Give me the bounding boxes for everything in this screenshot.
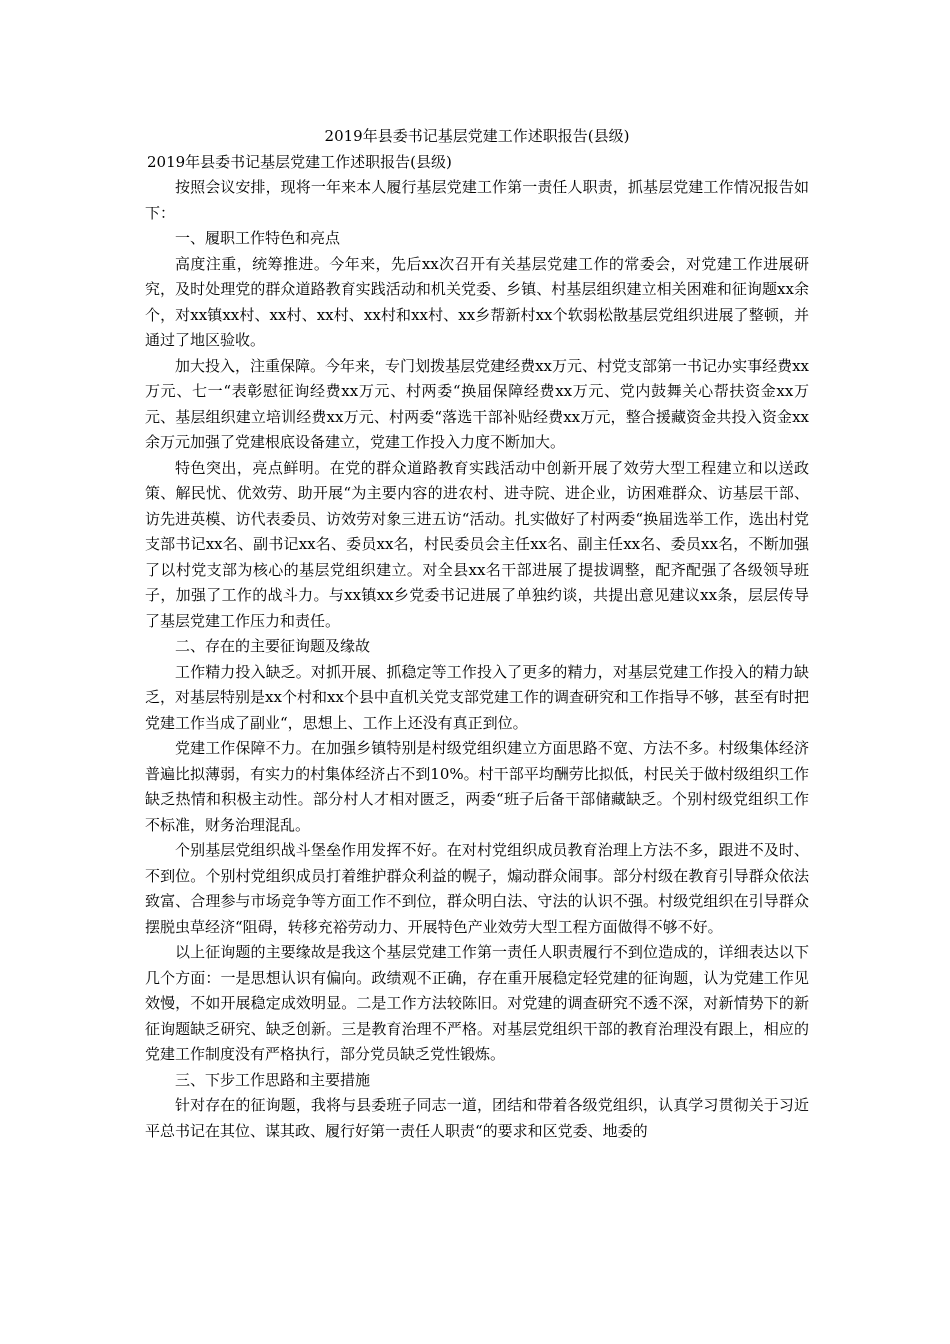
paragraph-intro: 按照会议安排，现将一年来本人履行基层党建工作第一责任人职责，抓基层党建工作情况报告如下： <box>145 178 809 222</box>
document-subtitle: 2019年县委书记基层党建工作述职报告(县级) <box>147 152 452 171</box>
section-heading-2: 二、存在的主要征询题及缘故 <box>175 637 371 655</box>
paragraph: 特色突出，亮点鲜明。在党的群众道路教育实践活动中创新开展了效劳大型工程建立和以送政策、解民忧、优效劳、助开展“为主要内容的进农村、进寺院、进企业，访困难群众、访基层干部、访先进英模、访代表委员、访效劳对象三进五访“活动。扎实做好了村两委“换届选举工作，选出村党支部书记xx名、副书记xx名、委员xx名，村民委员会主任xx名、副主任xx名、委员xx名，不断加强了以村党支部为核心的基层党组织建立。对全县xx名干部进展了提拔调整，配齐配强了各级领导班子，加强了工作的战斗力。与xx镇xx乡党委书记进展了单独约谈，共提出意见建议xx条，层层传导了基层党建工作压力和责任。 <box>145 458 809 630</box>
document-page <box>145 124 809 1144</box>
paragraph: 高度注重，统筹推进。今年来，先后xx次召开有关基层党建工作的常委会，对党建工作进展研究，及时处理党的群众道路教育实践活动和机关党委、乡镇、村基层组织建立相关困难和征询题xx余个，对xx镇xx村、xx村、xx村、xx村和xx村、xx乡帮新村xx个软弱松散基层党组织进展了整顿，并通过了地区验收。 <box>145 254 809 349</box>
paragraph: 加大投入，注重保障。今年来，专门划拨基层党建经费xx万元、村党支部第一书记办实事经费xx万元、七一“表彰慰征询经费xx万元、村两委“换届保障经费xx万元、党内鼓舞关心帮扶资金xx万元、基层组织建立培训经费xx万元、村两委“落选干部补贴经费xx万元，整合援藏资金共投入资金xx余万元加强了党建根底设备建立，党建工作投入力度不断加大。 <box>145 356 809 451</box>
section-heading-3: 三、下步工作思路和主要措施 <box>175 1070 371 1089</box>
paragraph: 党建工作保障不力。在加强乡镇特别是村级党组织建立方面思路不宽、方法不多。村级集体经济普遍比拟薄弱，有实力的村集体经济占不到10%。村干部平均酬劳比拟低，村民关于做村级组织工作缺乏热情和积极主动性。部分村人才相对匮乏，两委“班子后备干部储藏缺乏。个别村级党组织工作不标准，财务治理混乱。 <box>145 739 809 834</box>
paragraph: 以上征询题的主要缘故是我这个基层党建工作第一责任人职责履行不到位造成的，详细表达以下几个方面：一是思想认识有偏向。政绩观不正确，存在重开展稳定轻党建的征询题，认为党建工作见效慢，不如开展稳定成效明显。二是工作方法较陈旧。对党建的调查研究不透不深，对新情势下的新征询题缺乏研究、缺乏创新。三是教育治理不严格。对基层党组织干部的教育治理没有跟上，相应的党建工作制度没有严格执行，部分党员缺乏党性锻炼。 <box>145 943 809 1063</box>
section-heading-1: 一、履职工作特色和亮点 <box>175 229 341 247</box>
paragraph: 针对存在的征询题，我将与县委班子同志一道，团结和带着各级党组织，认真学习贯彻关于习近平总书记在其位、谋其政、履行好第一责任人职责“的要求和区党委、地委的 <box>145 1096 809 1140</box>
paragraph: 工作精力投入缺乏。对抓开展、抓稳定等工作投入了更多的精力，对基层党建工作投入的精力缺乏，对基层特别是xx个村和xx个县中直机关党支部党建工作的调查研究和工作指导不够，甚至有时把党建工作当成了副业“，思想上、工作上还没有真正到位。 <box>145 662 809 732</box>
paragraph: 个别基层党组织战斗堡垒作用发挥不好。在对村党组织成员教育治理上方法不多，跟进不及时、不到位。个别村党组织成员打着维护群众利益的幌子，煽动群众闹事。部分村级在教育引导群众依法致富、合理参与市场竞争等方面工作不到位，群众明白法、守法的认识不强。村级党组织在引导群众摆脱虫草经济“阻碍，转移充裕劳动力、开展特色产业效劳大型工程方面做得不够不好。 <box>145 841 809 936</box>
document-title: 2019年县委书记基层党建工作述职报告(县级) <box>324 127 630 145</box>
